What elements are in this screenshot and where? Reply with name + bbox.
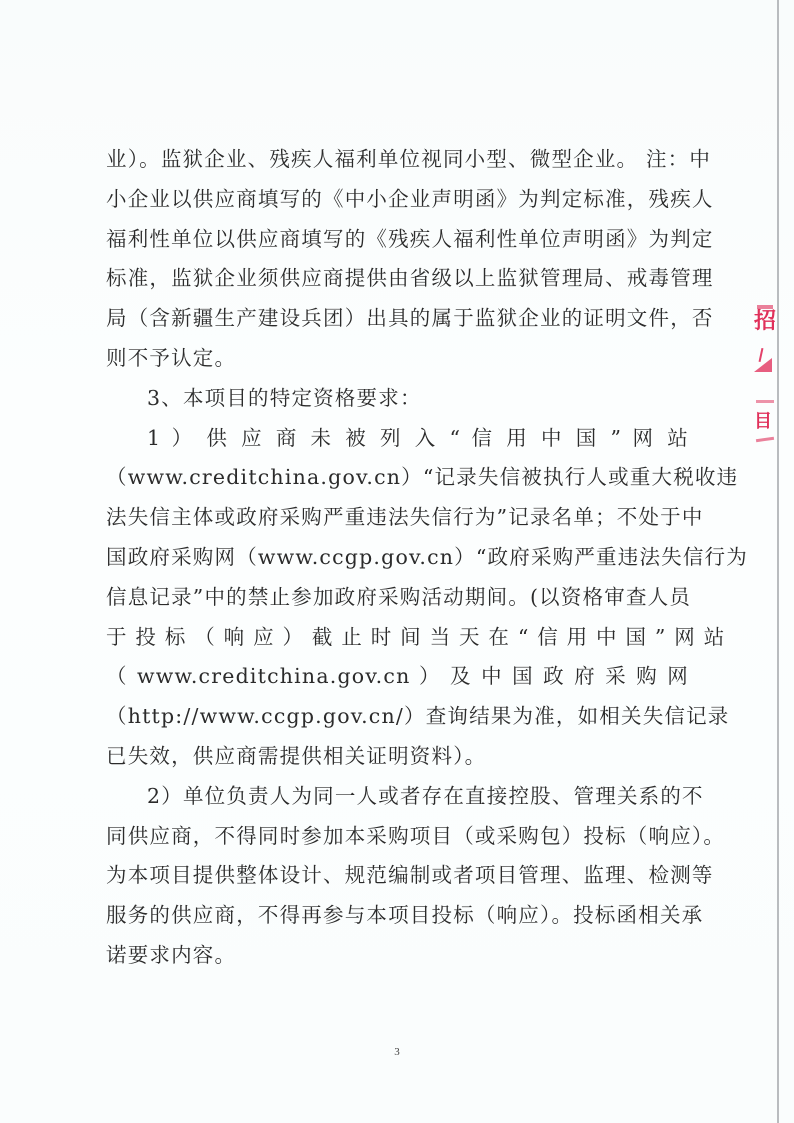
text-line: 则不予认定。: [106, 345, 237, 370]
text-line: （http://www.ccgp.gov.cn/）查询结果为准，如相关失信记录: [106, 704, 730, 729]
text-line: 服务的供应商，不得再参与本项目投标（响应）。投标函相关承: [106, 903, 704, 928]
text-line: 局（含新疆生产建设兵团）出具的属于监狱企业的证明文件，否: [106, 306, 714, 331]
text-line: 已失效，供应商需提供相关证明资料）。: [106, 743, 487, 768]
text-line: 业）。监狱企业、残疾人福利单位视同小型、微型企业。 注：中: [106, 147, 712, 171]
text-line: 法失信主体或政府采购严重违法失信行为”记录名单；不处于中: [106, 505, 704, 530]
text-line: 为本项目提供整体设计、规范编制或者项目管理、监理、检测等: [106, 863, 714, 888]
text-line: 同供应商，不得同时参加本采购项目（或采购包）投标（响应）。: [106, 823, 726, 848]
stamp-mark: [756, 437, 774, 442]
stamp-char: 目: [754, 411, 772, 432]
text-line: （ www.creditchina.gov.cn ） 及 中 国 政 府 采 购 网: [106, 664, 689, 689]
stamp-char: 招: [754, 309, 777, 334]
red-seal-stamp: [754, 300, 778, 475]
page-number: 3: [394, 1046, 400, 1058]
text-line: 1 ） 供 应 商 未 被 列 入 “ 信 用 中 国 ” 网 站: [147, 425, 689, 450]
text-line: 于 投 标 （ 响 应 ） 截 止 时 间 当 天 在 “ 信 用 中 国 ” 网 站: [106, 624, 726, 649]
stamp-mark: [756, 400, 774, 403]
text-line: 福利性单位以供应商填写的《残疾人福利性单位声明函》为判定: [106, 226, 714, 251]
text-line: 小企业以供应商填写的《中小企业声明函》为判定标准，残疾人: [106, 186, 714, 211]
section-heading: 3、本项目的特定资格要求：: [147, 385, 422, 410]
text-line: 国政府采购网（www.ccgp.gov.cn）“政府采购严重违法失信行为: [106, 544, 748, 569]
text-line: （www.creditchina.gov.cn）“记录失信被执行人或重大税收违: [106, 465, 739, 490]
text-line: 信息记录”中的禁止参加政府采购活动期间。(以资格审查人员: [106, 584, 692, 609]
body-text: [106, 140, 748, 976]
text-line: 2）单位负责人为同一人或者存在直接控股、管理关系的不: [147, 783, 704, 808]
stamp-mark: [754, 358, 772, 372]
scan-edge-line: [777, 0, 779, 1123]
text-line: 诺要求内容。: [106, 942, 237, 967]
text-line: 标准，监狱企业须供应商提供由省级以上监狱管理局、戒毒管理: [106, 266, 714, 291]
